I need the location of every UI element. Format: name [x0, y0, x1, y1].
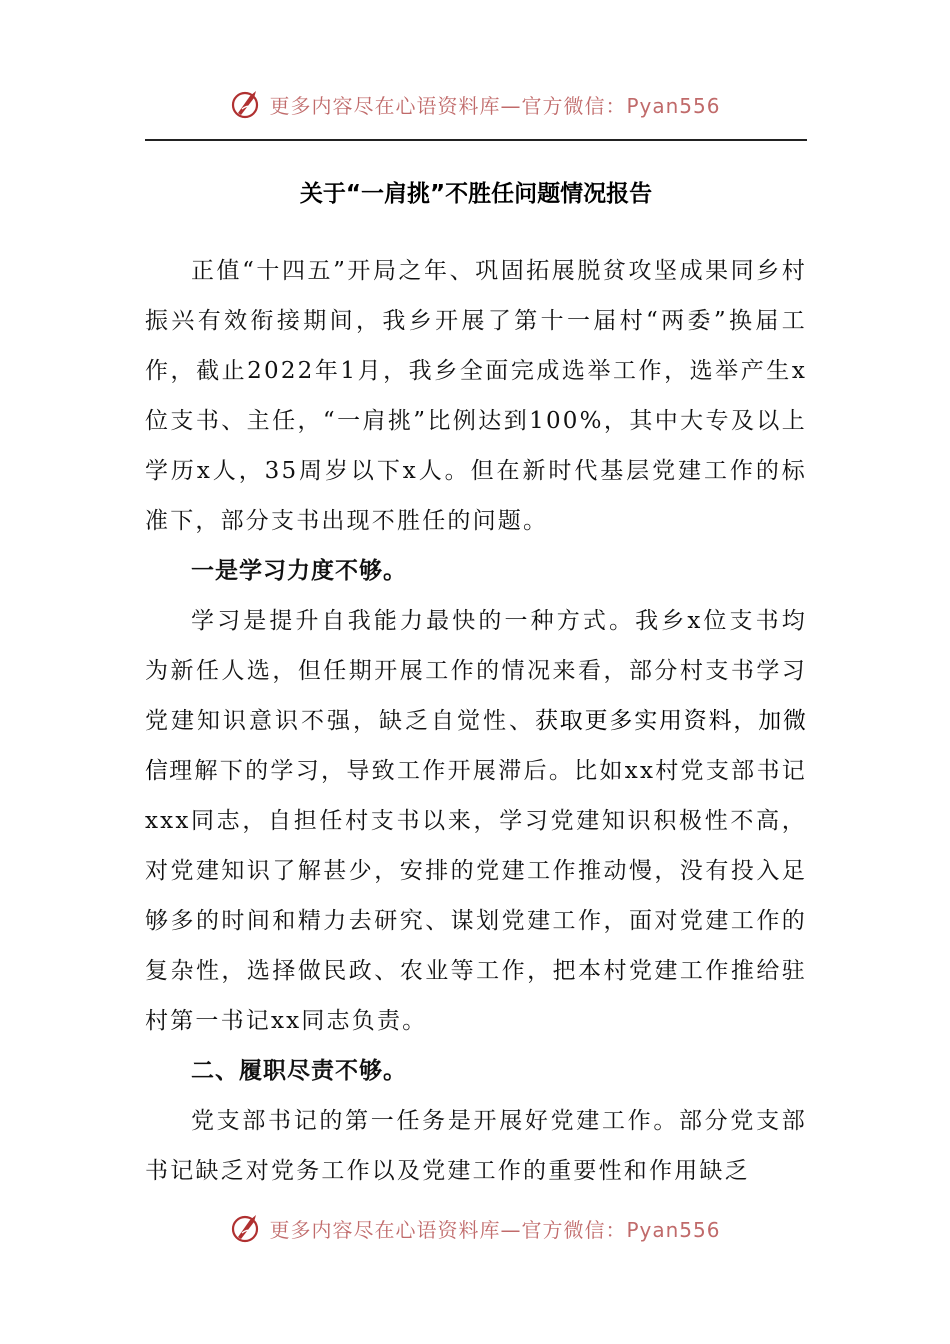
page-title: 关于“一肩挑”不胜任问题情况报告: [299, 181, 653, 207]
intro-paragraph: 正值“十四五”开局之年、巩固拓展脱贫攻坚成果同乡村振兴有效衔接期间，我乡开展了第十一届村“两委”换届工作，截止2022年1月，我乡全面完成选举工作，选举产生x位支书、主任，“一肩挑”比例达到100%，其中大专及以上学历x人，35周岁以下x人。但在新时代基层党建工作的标准下，部分支书出现不胜任的问题。: [145, 258, 807, 534]
header-brand-text: 更多内容尽在心语资料库: [269, 93, 501, 118]
section1-text-before: 学习是提升自我能力最快的一种方式。我乡x位支书均为新任人选，但任期开展工作的情况来看，部分村支书学习党建知识意识不强，缺乏自觉性、: [145, 608, 807, 734]
footer-wechat-text: —官方微信：Pyan556: [500, 1217, 721, 1242]
pen-nib-circle-icon: [229, 1211, 263, 1245]
header-banner: [0, 84, 950, 124]
inline-ad-text: 获取更多实用资料，加微信: [145, 708, 808, 784]
header-wechat-text: —官方微信：Pyan556: [500, 93, 721, 118]
header-divider: [145, 139, 807, 141]
section2-heading: 二、履职尽责不够。: [191, 1058, 407, 1084]
section2-paragraph: 党支部书记的第一任务是开展好党建工作。部分党支部书记缺乏对党务工作以及党建工作的重要性和作用缺乏: [145, 1108, 807, 1184]
section1-heading: 一是学习力度不够。: [191, 558, 407, 584]
footer-banner: [0, 1208, 950, 1248]
pen-nib-circle-icon: [229, 87, 263, 121]
section1-text-after: 理解下的学习，导致工作开展滞后。比如xx村党支部书记xxx同志，自担任村支书以来，学习党建知识积极性不高，对党建知识了解甚少，安排的党建工作推动慢，没有投入足够多的时间和精力去研究、谋划党建工作，面对党建工作的复杂性，选择做民政、农业等工作，把本村党建工作推给驻村第一书记xx同志负责。: [145, 758, 807, 1034]
section1-paragraph: [145, 596, 807, 1046]
footer-brand-text: 更多内容尽在心语资料库: [269, 1217, 501, 1242]
document-body: [145, 246, 807, 1196]
